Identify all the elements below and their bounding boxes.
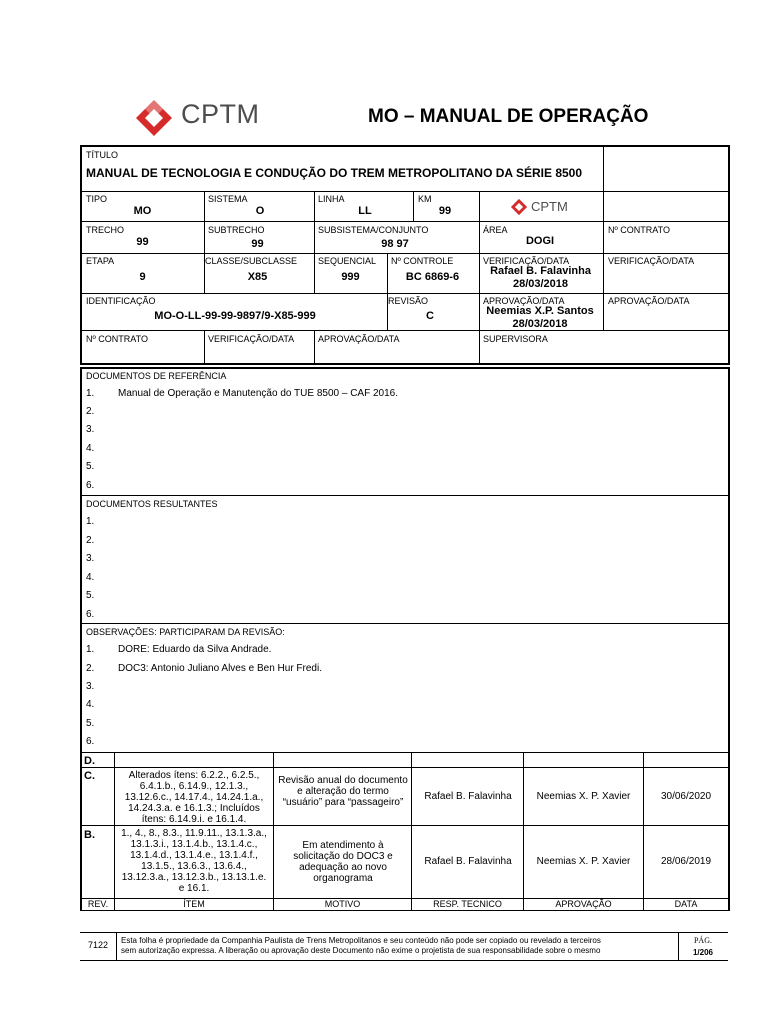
revision-motivo: Revisão anual do documento e alteração do termo “usuário” para “passageiro” xyxy=(278,775,408,808)
subsistema-value: 98 97 xyxy=(381,238,409,250)
reference-item: 2. xyxy=(86,406,95,417)
result-item: 5. xyxy=(86,590,95,601)
row6-ncontrato-label: Nº CONTRATO xyxy=(86,334,148,344)
row6-aprovacao-label: APROVAÇÃO/DATA xyxy=(318,334,400,344)
tipo-label: TIPO xyxy=(86,194,108,204)
results-label: DOCUMENTOS RESULTANTES xyxy=(86,499,218,509)
sistema-label: SISTEMA xyxy=(208,194,248,204)
titulo-value: MANUAL DE TECNOLOGIA E CONDUÇÃO DO TREM METROPOLITANO DA SÉRIE 8500 xyxy=(86,166,583,180)
tipo-value: MO xyxy=(133,205,152,217)
cptm-logo-icon xyxy=(134,98,174,138)
observation-item: 5. xyxy=(86,718,95,729)
reference-item-text: Manual de Operação e Manutenção do TUE 8500 – CAF 2016. xyxy=(118,388,398,399)
references-label: DOCUMENTOS DE REFERÊNCIA xyxy=(86,371,227,381)
result-item: 2. xyxy=(86,535,95,546)
aprovacao-name: Neemias X.P. Santos xyxy=(486,305,594,317)
revision-rev: C. xyxy=(84,770,95,782)
identificacao-value: MO-O-LL-99-99-9897/9-X85-999 xyxy=(154,310,316,322)
footer-page-value: 1/206 xyxy=(692,948,714,957)
observation-item: 4. xyxy=(86,699,95,710)
reference-item: 6. xyxy=(86,480,95,491)
verificacao-label: VERIFICAÇÃO/DATA xyxy=(483,256,570,266)
cptm-logo xyxy=(134,98,264,138)
small-logo-text: CPTM xyxy=(531,199,568,214)
titulo-label: TÍTULO xyxy=(86,150,119,160)
ncontrato-label: Nº CONTRATO xyxy=(608,225,670,235)
revision-resp: Rafael B. Falavinha xyxy=(424,791,512,802)
revision-rev: B. xyxy=(84,829,95,841)
observation-item: 3. xyxy=(86,681,95,692)
result-item: 3. xyxy=(86,553,95,564)
header-rev: REV. xyxy=(87,899,109,909)
ncontrole-label: Nº CONTROLE xyxy=(391,256,454,266)
header-motivo: MOTIVO xyxy=(324,899,361,909)
km-label: KM xyxy=(418,194,432,204)
reference-item: 1. xyxy=(86,388,95,399)
verificacao2-label: VERIFICAÇÃO/DATA xyxy=(608,256,695,266)
documents-section xyxy=(80,367,730,752)
result-item: 6. xyxy=(86,609,95,620)
subsistema-label: SUBSISTEMA/CONJUNTO xyxy=(318,225,429,235)
supervisora-label: SUPERVISORA xyxy=(483,334,548,344)
header-resp: RESP. TECNICO xyxy=(433,899,502,909)
revision-rev: D. xyxy=(84,755,95,767)
trecho-label: TRECHO xyxy=(86,225,124,235)
verificacao-name: Rafael B. Falavinha xyxy=(490,265,591,277)
subtrecho-label: SUBTRECHO xyxy=(208,225,265,235)
etapa-label: ETAPA xyxy=(86,256,115,266)
result-item: 4. xyxy=(86,572,95,583)
etapa-value: 9 xyxy=(139,271,146,283)
aprovacao-date: 28/03/2018 xyxy=(512,318,568,330)
aprovacao-label: APROVAÇÃO/DATA xyxy=(483,296,565,306)
aprovacao2-label: APROVAÇÃO/DATA xyxy=(608,296,690,306)
area-value: DOGI xyxy=(525,235,555,247)
km-value: 99 xyxy=(438,205,452,217)
logo-text: CPTM xyxy=(181,99,260,129)
trecho-value: 99 xyxy=(136,236,149,248)
identificacao-label: IDENTIFICAÇÃO xyxy=(86,296,156,306)
verificacao-date: 28/03/2018 xyxy=(512,278,569,290)
cptm-small-logo-icon xyxy=(510,198,528,216)
footer-line2: sem autorização expressa. A liberação ou aprovação deste Documento não exime o projetista de sua responsabilidade sobre o mesmo xyxy=(121,946,601,955)
revision-motivo: Em atendimento à solicitação do DOC3 e adequação ao novo organograma xyxy=(293,840,393,884)
sequencial-value: 999 xyxy=(341,271,360,283)
reference-item: 4. xyxy=(86,443,95,454)
observation-item: 2. xyxy=(86,663,95,674)
revision-resp: Rafael B. Falavinha xyxy=(424,856,512,867)
sistema-value: O xyxy=(255,205,265,217)
page-title: MO – MANUAL DE OPERAÇÃO xyxy=(368,106,649,127)
classe-value: X85 xyxy=(247,271,268,283)
area-label: ÁREA xyxy=(483,225,508,235)
revision-data: 30/06/2020 xyxy=(660,791,712,802)
revision-aprov: Neemias X. P. Xavier xyxy=(536,856,631,867)
revisao-value: C xyxy=(426,310,434,322)
footer-line1: Esta folha é propriedade da Companhia Paulista de Trens Metropolitanos e seu conteúdo não pode ser copiado ou revelado a terceiros xyxy=(121,936,601,945)
row6-verificacao-label: VERIFICAÇÃO/DATA xyxy=(208,334,295,344)
observations-label: OBSERVAÇÕES: PARTICIPARAM DA REVISÃO: xyxy=(86,627,285,637)
observation-item: 1. xyxy=(86,644,95,655)
observation-item-text: DORE: Eduardo da Silva Andrade. xyxy=(118,644,272,655)
observation-item-text: DOC3: Antonio Juliano Alves e Ben Hur Fredi. xyxy=(118,663,322,674)
reference-item: 5. xyxy=(86,461,95,472)
sequencial-label: SEQUENCIAL xyxy=(318,256,377,266)
revision-item: Alterados ítens: 6.2.2., 6.2.5., 6.4.1.b., 6.14.9., 12.1.3., 13.12.6.c., 14.17.4., 14.24.1.a., 14.24.3.a. e 16.1.3.; Incluídos ítens: 6.14.9.i. e 16.1.4. xyxy=(124,770,264,825)
classe-label: CLASSE/SUBCLASSE xyxy=(205,256,298,266)
revision-aprov: Neemias X. P. Xavier xyxy=(536,791,631,802)
revision-data: 28/06/2019 xyxy=(660,856,712,867)
observation-item: 6. xyxy=(86,736,95,747)
footer-page-label: PÁG. xyxy=(693,936,712,945)
linha-label: LINHA xyxy=(318,194,345,204)
linha-value: LL xyxy=(358,205,372,217)
ncontrole-value: BC 6869-6 xyxy=(405,271,460,283)
header-aprov: APROVAÇÃO xyxy=(555,899,612,909)
revision-item: 1., 4., 8., 8.3., 11.9.11., 13.1.3.a., 13.1.3.i., 13.1.4.b., 13.1.4.c., 13.1.4.d., 13.1.4.e., 13.1.4.f., 13.1.5., 13.6.3., 13.6.4., 13.12.3.a., 13.12.3.b., 13.13.1.e. e 16.1. xyxy=(121,828,267,894)
footer-code: 7122 xyxy=(88,940,109,950)
subtrecho-value: 99 xyxy=(251,238,264,250)
result-item: 1. xyxy=(86,516,95,527)
header-data: DATA xyxy=(674,899,698,909)
reference-item: 3. xyxy=(86,424,95,435)
header-item: ÍTEM xyxy=(183,899,205,909)
revisao-label: REVISÃO xyxy=(388,296,429,306)
